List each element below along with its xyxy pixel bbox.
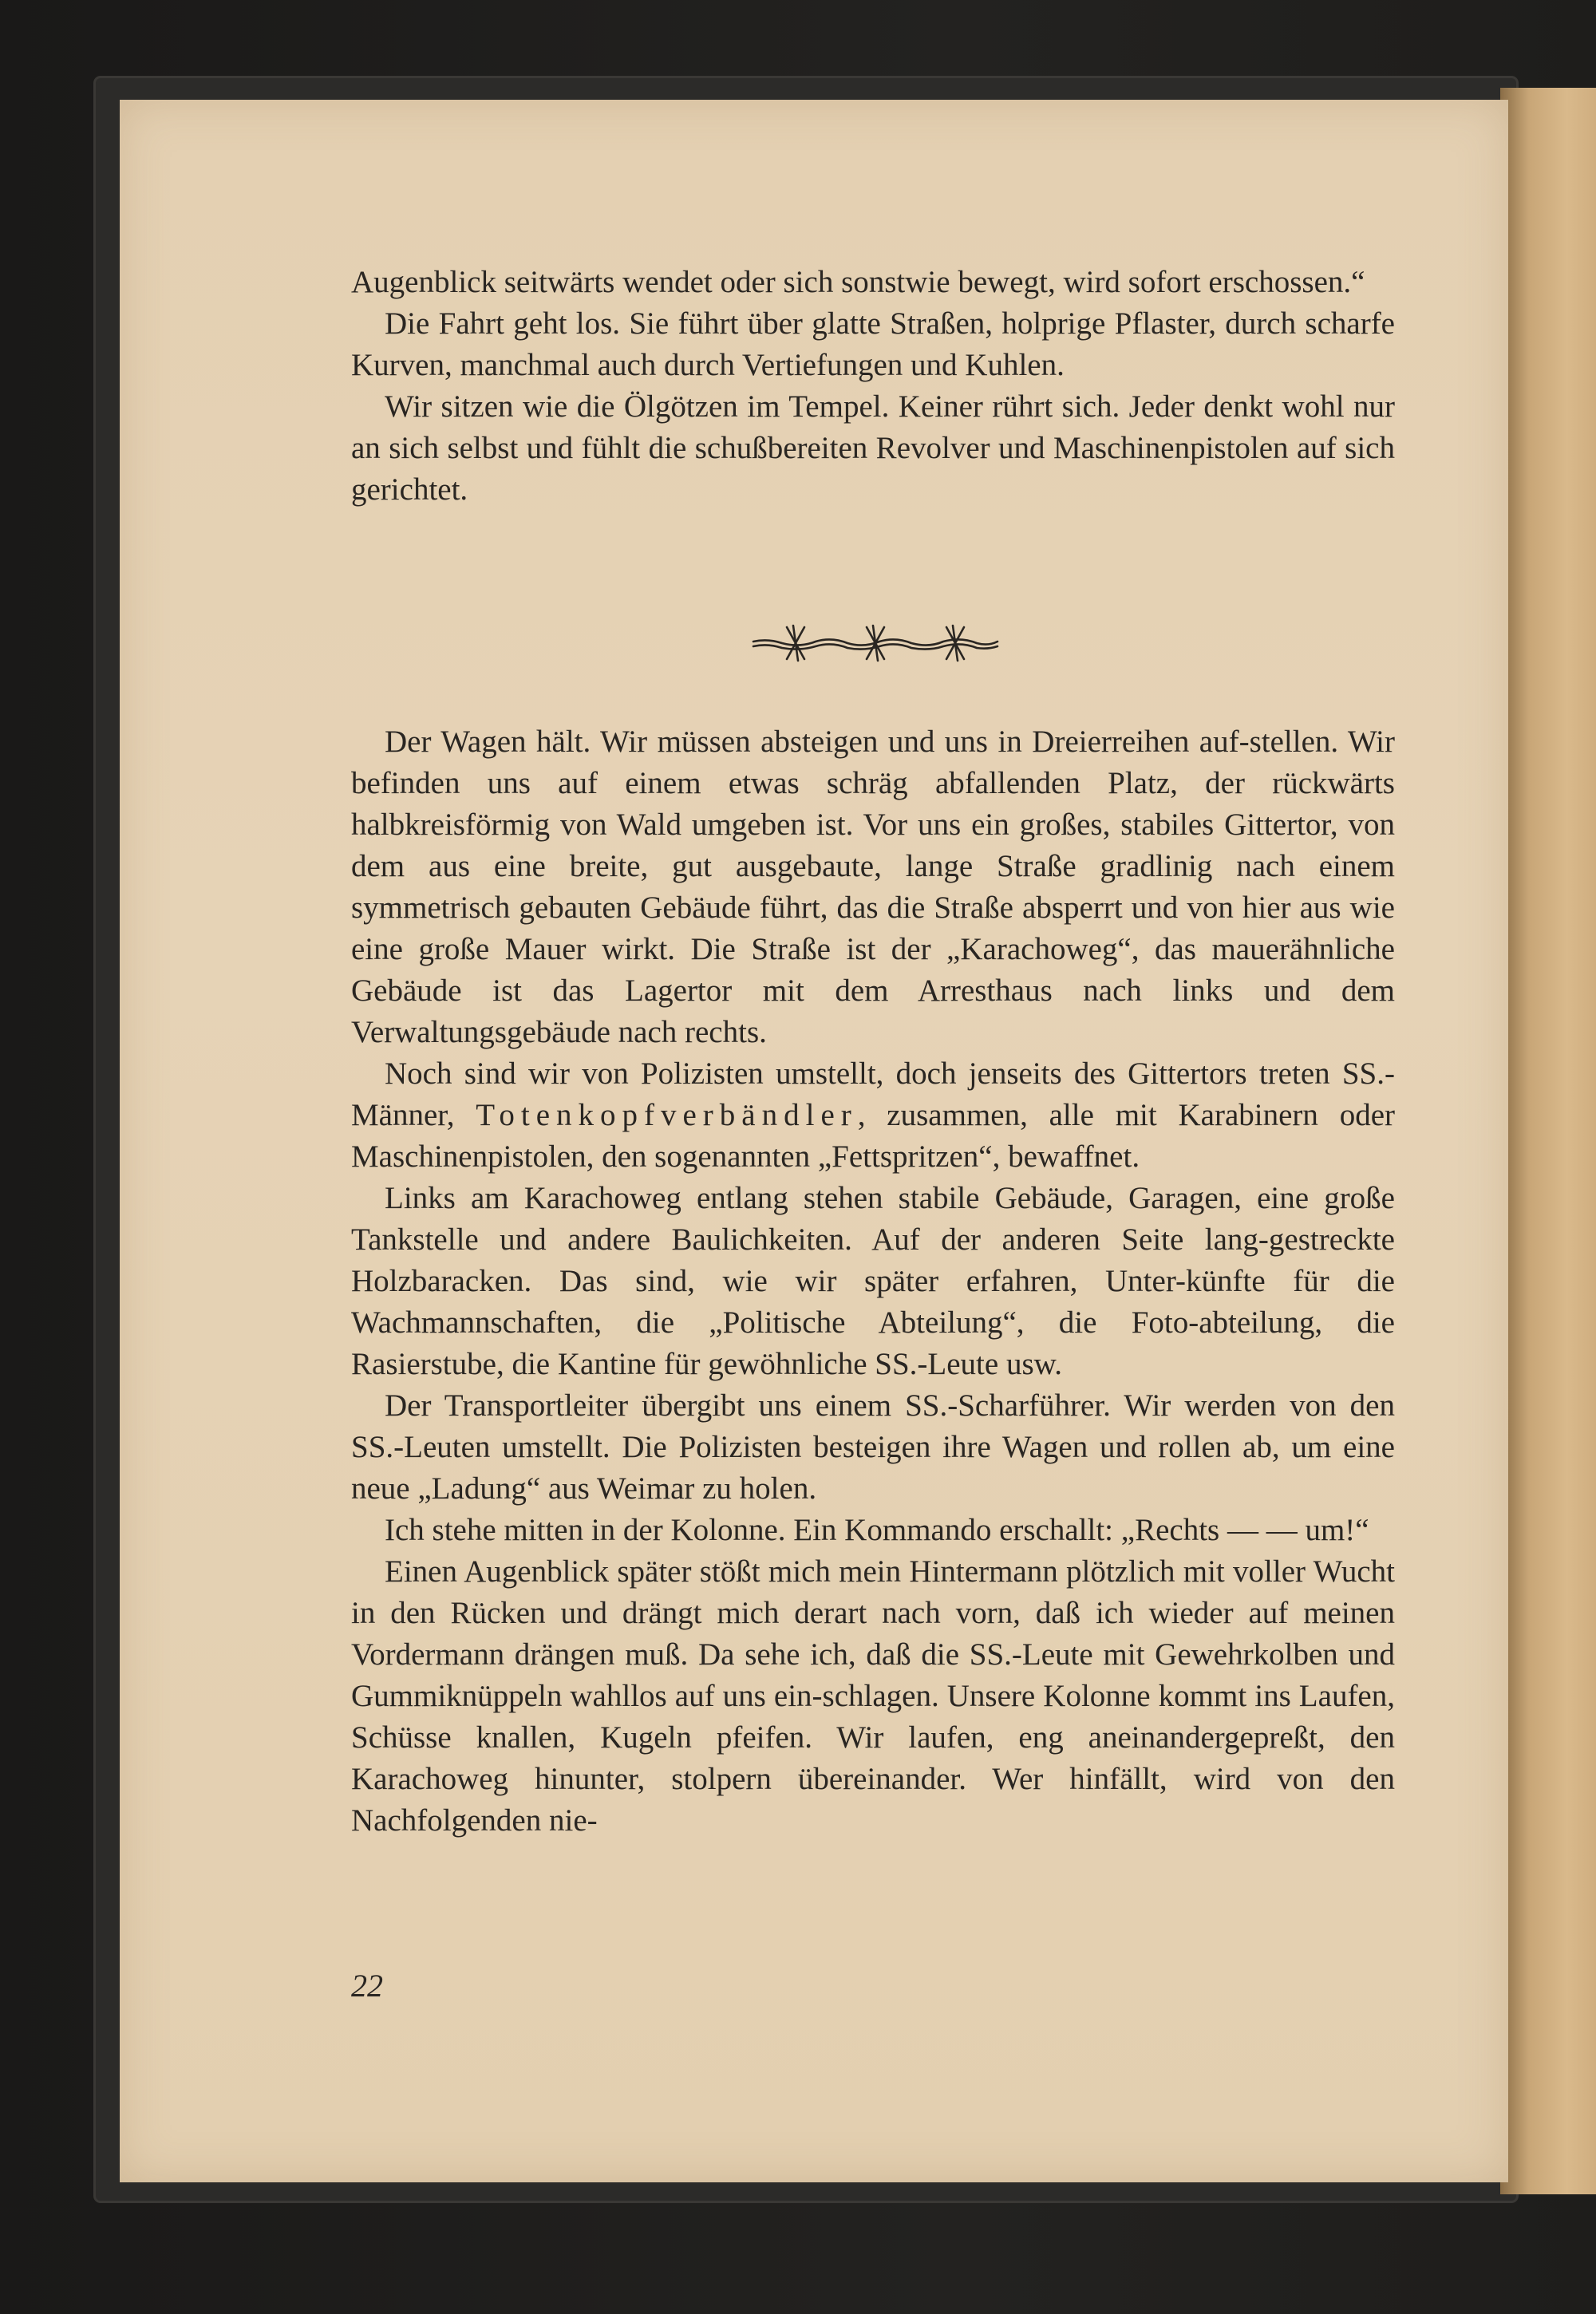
paragraph: Der Wagen hält. Wir müssen absteigen und uns in Dreierreihen auf-stellen. Wir befinden uns auf einem etwas schräg abfallenden Platz, der rückwärts halbkreisförmig von Wald umgeben ist. Vor uns ein großes, stabiles Gittertor, von dem aus eine breite, gut ausgebaute, lange Straße gradlinig nach einem symmetrisch gebauten Gebäude führt, das die Straße absperrt und von hier aus wie eine große Mauer wirkt. Die Straße ist der „Karachoweg“, das mauerähnliche Gebäude ist das Lagertor mit dem Arresthaus nach links und dem Verwaltungsgebäude nach rechts. xyxy=(351,725,1395,1049)
paragraph-text: Noch sind wir von Polizisten umstellt, doch jenseits des Gittertors treten SS.-Männer, xyxy=(351,1056,1395,1132)
paragraph: Links am Karachoweg entlang stehen stabile Gebäude, Garagen, eine große Tankstelle und andere Baulichkeiten. Auf der anderen Seite lang-gestreckte Holzbaracken. Das sind, wie wir später erfahren, Unter-künfte für die Wachmannschaften, die „Politische Abteilung“, die Foto-abteilung, die Rasierstube, die Kantine für gewöhnliche SS.-Leute usw. xyxy=(351,1181,1395,1381)
paragraph xyxy=(351,1053,1395,1178)
text-block-top xyxy=(351,262,1395,511)
paragraph: Der Transportleiter übergibt uns einem SS.-Scharführer. Wir werden von den SS.-Leuten umstellt. Die Polizisten besteigen ihre Wagen und rollen ab, um eine neue „Ladung“ aus Weimar zu holen. xyxy=(351,1388,1395,1506)
text-block-bottom xyxy=(351,721,1395,1842)
paragraph: Ich stehe mitten in der Kolonne. Ein Kommando erschallt: „Rechts — — um!“ xyxy=(385,1513,1369,1547)
paragraph: Augenblick seitwärts wendet oder sich sonstwie bewegt, wird sofort erschossen.“ xyxy=(351,265,1365,299)
paragraph-text: , zusammen, alle mit Karabinern oder Maschinenpistolen, den sogenannten „Fettspritzen“, bewaffnet. xyxy=(351,1098,1395,1174)
page-number: 22 xyxy=(351,1968,383,2004)
spaced-emphasis-text: Totenkopfverbändler xyxy=(476,1098,858,1132)
paragraph: Wir sitzen wie die Ölgötzen im Tempel. Keiner rührt sich. Jeder denkt wohl nur an sich selbst und fühlt die schußbereiten Revolver und Maschinenpistolen auf sich gerichtet. xyxy=(351,389,1395,507)
adjacent-page-edge xyxy=(1500,88,1596,2194)
paragraph: Einen Augenblick später stößt mich mein Hintermann plötzlich mit voller Wucht in den Rücken und drängt mich derart nach vorn, daß ich wieder auf meinen Vordermann drängen muß. Da sehe ich, daß die SS.-Leute mit Gewehrkolben und Gummiknüppeln wahllos auf uns ein-schlagen. Unsere Kolonne kommt ins Laufen, Schüsse knallen, Kugeln pfeifen. Wir laufen, eng aneinandergepreßt, den Karachoweg hinunter, stolpern übereinander. Wer hinfällt, wird von den Nachfolgenden nie- xyxy=(351,1554,1395,1838)
paragraph: Die Fahrt geht los. Sie führt über glatte Straßen, holprige Pflaster, durch scharfe Kurven, manchmal auch durch Vertiefungen und Kuhlen. xyxy=(351,306,1395,382)
barbed-wire-ornament-icon xyxy=(752,619,999,667)
